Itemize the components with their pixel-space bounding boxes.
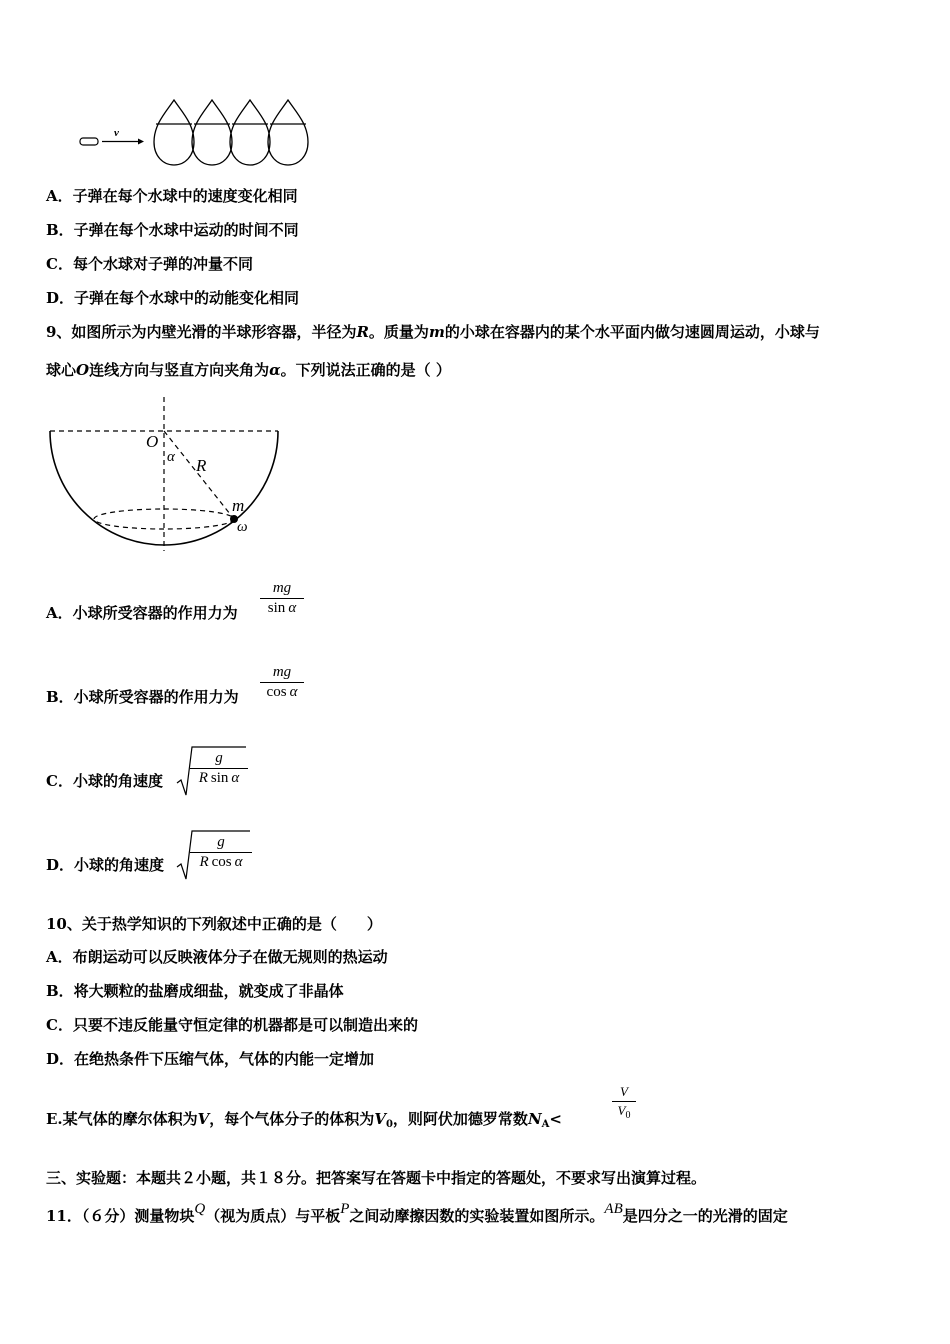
q8-option-a: A．子弹在每个水球中的速度变化相同 [46,187,298,205]
q9-option-d: D．小球的角速度 [46,856,165,874]
q9-stem-line2: 球心O连线方向与竖直方向夹角为α。下列说法正确的是（ ） [46,361,451,379]
q8-option-c: C．每个水球对子弹的冲量不同 [46,255,253,273]
q8-option-d: D．子弹在每个水球中的动能变化相同 [46,289,300,307]
q11-stem: 11．（６分）测量物块Q（视为质点）与平板P之间动摩擦因数的实验装置如图所示。AB是四分之一的光滑的固定 [46,1201,788,1225]
q9-option-d-formula: g R cos α [190,834,252,871]
label-R: R [196,456,207,475]
q10-option-e: E.某气体的摩尔体积为V，每个气体分子的体积为$V_0$，则阿伏加德罗常数$N_A<$ [46,1110,562,1130]
label-omega: ω [237,519,248,535]
label-m: m [232,496,245,515]
q10-option-d: D．在绝热条件下压缩气体，气体的内能一定增加 [46,1050,375,1068]
label-O: O [146,432,159,451]
q10-option-c: C．只要不违反能量守恒定律的机器都是可以制造出来的 [46,1016,418,1034]
q9-option-c: C．小球的角速度 [46,772,163,790]
section-3-heading: 三、实验题：本题共２小题，共１８分。把答案写在答题卡中指定的答题处，不要求写出演算过程。 [46,1169,707,1187]
q10-option-a: A．布朗运动可以反映液体分子在做无规则的热运动 [46,948,388,966]
water-ball-3 [230,100,270,165]
label-alpha: α [167,449,175,465]
water-ball-1 [154,100,194,165]
q9-stem-line1: 9、如图所示为内壁光滑的半球形容器，半径为R。质量为m的小球在容器内的某个水平面内做匀速圆周运动，小球与 [46,323,820,341]
q8-option-b: B．子弹在每个水球中运动的时间不同 [46,221,299,239]
hemisphere-figure [46,395,286,555]
bullet [80,138,98,145]
q10-option-e-fraction: V $V_0$ [612,1084,636,1121]
q9-option-a: A．小球所受容器的作用力为 [46,604,238,622]
water-ball-2 [192,100,232,165]
q9-option-c-formula: g R sin α [190,750,248,787]
water-balls-figure [78,98,318,170]
q9-option-b-formula: mg cos α [260,664,304,701]
q9-option-a-formula: mg sin α [260,580,304,617]
q10-stem: 10、关于热学知识的下列叙述中正确的是（ ） [46,915,382,933]
velocity-label: v [114,127,119,139]
q10-option-b: B．将大颗粒的盐磨成细盐，就变成了非晶体 [46,982,344,1000]
radius-line [164,431,234,519]
water-ball-4 [268,100,308,165]
q9-option-b: B．小球所受容器的作用力为 [46,688,239,706]
